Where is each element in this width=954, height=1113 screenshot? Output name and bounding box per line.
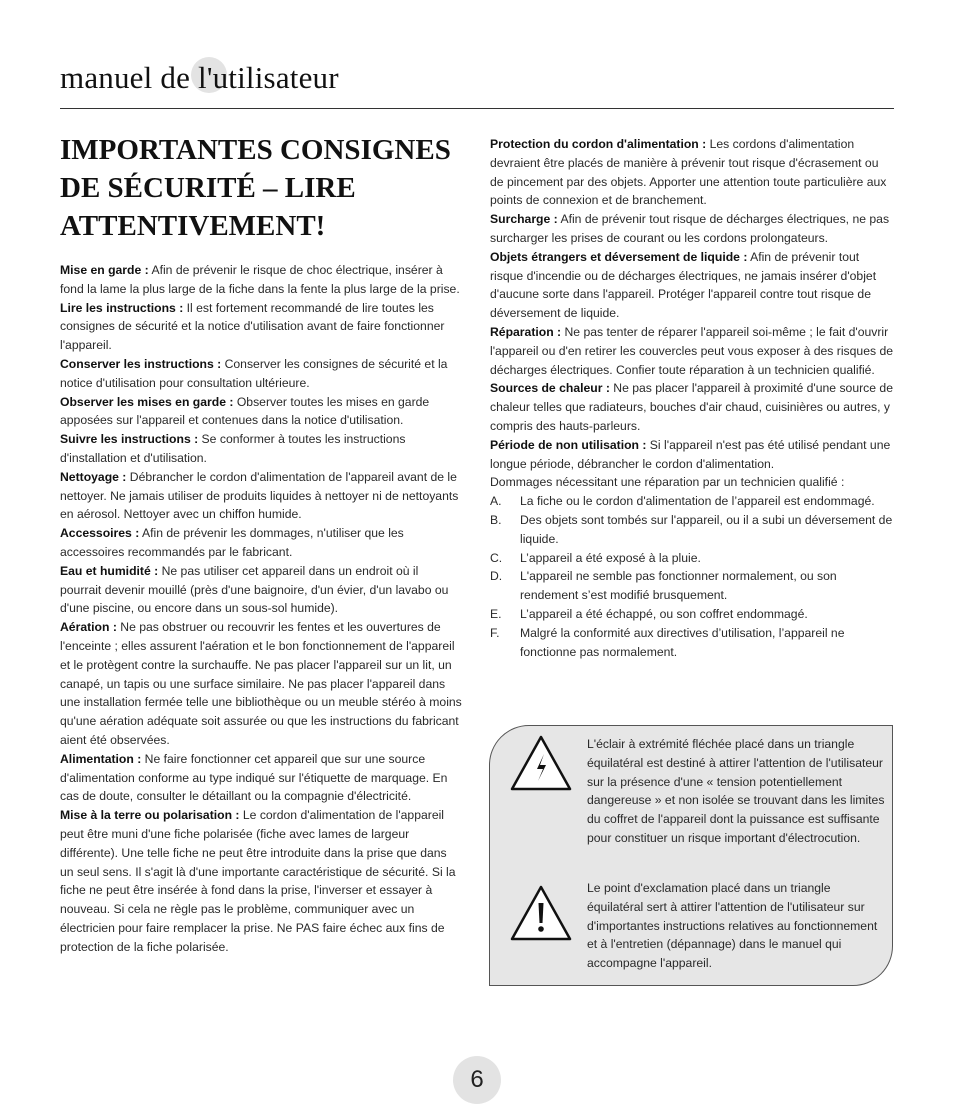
- paragraph-text: Afin de prévenir le risque de choc électrique, insérer à fond la lame la plus large de la fiche dans la fente la plus large de la prise.: [60, 263, 460, 296]
- paragraph-text: Ne pas obstruer ou recouvrir les fentes et les ouvertures de l'enceinte ; elles assurent l'aération et le bon fonctionnement de l'appareil et le protègent contre la surchauffe. Ne pas placer l'appareil sur un lit, un canapé, un tapis ou une surface similaire. Ne pas placer l'appareil dans une installation fermée telle une bibliothèque ou un meuble stéréo à moins qu'une aération adéquate soit assurée ou que les instructions du fabricant aient été observées.: [60, 620, 462, 747]
- paragraph-label: Observer les mises en garde :: [60, 394, 234, 409]
- paragraph-label: Suivre les instructions :: [60, 432, 199, 447]
- paragraph-label: Accessoires :: [60, 526, 140, 541]
- paragraph-label: Sources de chaleur :: [490, 381, 610, 396]
- safety-paragraph: [490, 323, 895, 379]
- safety-paragraph: [60, 299, 463, 355]
- safety-paragraph: [60, 524, 463, 562]
- page-header-title: manuel de l'utilisateur: [60, 60, 339, 95]
- paragraph-text: Il est fortement recommandé de lire toutes les consignes de sécurité et la notice d'utilisation avant de faire fonctionner l'appareil.: [60, 300, 445, 353]
- safety-paragraph: [490, 135, 895, 210]
- list-marker: E.: [490, 606, 502, 621]
- paragraph-text: Conserver les consignes de sécurité et la notice d'utilisation pour consultation ultérieure.: [60, 356, 448, 390]
- paragraph-text: Ne pas placer l'appareil à proximité d'une source de chaleur telles que radiateurs, bouches d'air chaud, cuisinières ou autres, y compris des hauts-parleurs.: [490, 381, 893, 433]
- paragraph-label: Mise à la terre ou polarisation :: [60, 808, 240, 823]
- page-number: 6: [470, 1066, 484, 1093]
- list-item: [490, 549, 895, 568]
- list-marker: B.: [490, 512, 502, 527]
- header-divider: [60, 108, 894, 109]
- list-item: [490, 624, 895, 662]
- paragraph-label: Protection du cordon d'alimentation :: [490, 137, 707, 151]
- paragraph-label: Mise en garde :: [60, 263, 149, 277]
- list-item-text: L'appareil ne semble pas fonctionner normalement, ou son rendement s’est modifié brusquement.: [520, 569, 837, 603]
- paragraph-text: Le cordon d'alimentation de l'appareil peut être muni d'une fiche polarisée (fiche avec lames de largeur différente). Une telle fiche ne peut être introduite dans la prise que dans un seul sens. Il s'agit là d'une importante caractéristique de sécurité. Si la fiche ne peut être insérée à fond dans la prise, l'inverser et essayer à nouveau. Si cela ne règle pas le problème, communiquer avec un électricien pour faire remplacer la prise. Ne PAS faire échec aux fins de protection de la fiche polarisée.: [60, 808, 456, 954]
- list-marker: F.: [490, 625, 500, 640]
- list-item: [490, 511, 895, 549]
- paragraph-label: Réparation :: [490, 324, 562, 339]
- safety-paragraph: [60, 261, 463, 299]
- paragraph-text: Se conformer à toutes les instructions d'installation et d'utilisation.: [60, 432, 406, 465]
- paragraph-text: Les cordons d'alimentation devraient être placés de manière à prévenir tout risque d'écrasement ou de pincement par des objets. Apporter une attention toute particulière aux points de connexion et de branchement.: [490, 137, 887, 208]
- paragraph-label: Nettoyage :: [60, 469, 127, 484]
- paragraph-label: Lire les instructions :: [60, 300, 184, 315]
- list-item-text: Malgré la conformité aux directives d’utilisation, l’appareil ne fonctionne pas normalement.: [520, 625, 845, 659]
- list-item: [490, 567, 895, 605]
- list-item-text: La fiche ou le cordon d'alimentation de l’appareil est endommagé.: [520, 494, 875, 509]
- safety-paragraph: [60, 430, 463, 468]
- paragraph-text: Afin de prévenir les dommages, n'utiliser que les accessoires recommandés par le fabricant.: [60, 526, 404, 559]
- lightning-warning-text: L'éclair à extrémité fléchée placé dans un triangle équilatéral est destiné à attirer l'attention de l'utilisateur sur la présence d'une « tension potentiellement dangereuse » et non isolée se trouvant dans les limites du coffret de l'appareil dont la puissance est suffisante pour constituer un risque important d'électrocution.: [587, 737, 885, 845]
- list-item: [490, 605, 895, 624]
- paragraph-label: Période de non utilisation :: [490, 437, 647, 452]
- paragraph-label: Eau et humidité :: [60, 563, 159, 578]
- damage-list: [490, 492, 895, 661]
- safety-paragraph: [490, 248, 895, 323]
- list-marker: D.: [490, 569, 503, 584]
- list-item-text: L’appareil a été échappé, ou son coffret endommagé.: [520, 606, 808, 621]
- left-column: [60, 261, 463, 956]
- safety-paragraph: [490, 379, 895, 435]
- paragraph-text: Ne faire fonctionner cet appareil que sur une source d'alimentation conforme au type indiqué sur l'étiquette de marquage. En cas de doute, consulter le détaillant ou la compagnie d'électricité.: [60, 751, 448, 804]
- paragraph-label: Conserver les instructions :: [60, 356, 222, 371]
- safety-heading: IMPORTANTES CONSIGNES DE SÉCURITÉ – LIRE ATTENTIVEMENT!: [60, 134, 451, 242]
- paragraph-text: Débrancher le cordon d'alimentation de l'appareil avant de le nettoyer. Ne jamais utiliser de produits liquides à nettoyer ni de nettoyants en aérosol. Nettoyer avec un chiffon humide.: [60, 469, 459, 522]
- list-item-text: L’appareil a été exposé à la pluie.: [520, 550, 701, 565]
- list-item-text: Des objets sont tombés sur l'appareil, ou il a subi un déversement de liquide.: [520, 512, 893, 546]
- paragraph-label: Alimentation :: [60, 751, 142, 766]
- paragraph-text: Afin de prévenir tout risque d'incendie ou de décharges électriques, ne jamais insérer d'objet d'aucune sorte dans l'appareil. Protéger l'appareil contre tout risque de déversement de liquide.: [490, 249, 877, 321]
- list-marker: C.: [490, 550, 503, 565]
- paragraph-label: Objets étrangers et déversement de liquide :: [490, 249, 748, 264]
- safety-paragraph: [490, 210, 895, 248]
- safety-paragraph: [60, 750, 463, 806]
- damage-intro: Dommages nécessitant une réparation par un technicien qualifié :: [490, 475, 845, 490]
- paragraph-label: Aération :: [60, 620, 117, 635]
- paragraph-text: Ne pas tenter de réparer l'appareil soi-même ; le fait d'ouvrir l'appareil ou d'en retirer les couvercles peut vous exposer à des risques de décharges électriques. Confier toute réparation à un technicien qualifié.: [490, 324, 894, 377]
- safety-paragraph: [490, 436, 895, 474]
- safety-paragraph: [60, 355, 463, 393]
- safety-paragraph: [60, 806, 463, 956]
- safety-paragraph: [60, 618, 463, 750]
- safety-paragraph: [60, 562, 463, 618]
- lightning-warning-icon: [509, 734, 573, 792]
- paragraph-text: Ne pas utiliser cet appareil dans un endroit où il pourrait devenir mouillé (près d'une baignoire, d'un évier, d'un lavabo ou d'une piscine, ou encore dans un sous-sol humide).: [60, 563, 449, 616]
- paragraph-text: Si l'appareil n'est pas été utilisé pendant une longue période, débrancher le cordon d'alimentation.: [490, 437, 891, 471]
- paragraph-text: Observer toutes les mises en garde apposées sur l'appareil et contenues dans la notice d'utilisation.: [60, 394, 430, 428]
- exclamation-warning-text: Le point d'exclamation placé dans un triangle équilatéral sert à attirer l'attention de l'utilisateur sur d'importantes instructions relatives au fonctionnement et à l'entretien (dépannage) dans le manuel qui accompagne l'appareil.: [587, 881, 878, 971]
- exclamation-warning-icon: [509, 884, 573, 942]
- list-item: [490, 492, 895, 511]
- paragraph-text: Afin de prévenir tout risque de décharges électriques, ne pas surcharger les prises de courant ou les cordons prolongateurs.: [490, 212, 890, 245]
- paragraph-label: Surcharge :: [490, 212, 558, 227]
- safety-paragraph: [60, 468, 463, 524]
- list-marker: A.: [490, 494, 502, 509]
- right-column: [490, 135, 895, 661]
- safety-paragraph: [60, 393, 463, 431]
